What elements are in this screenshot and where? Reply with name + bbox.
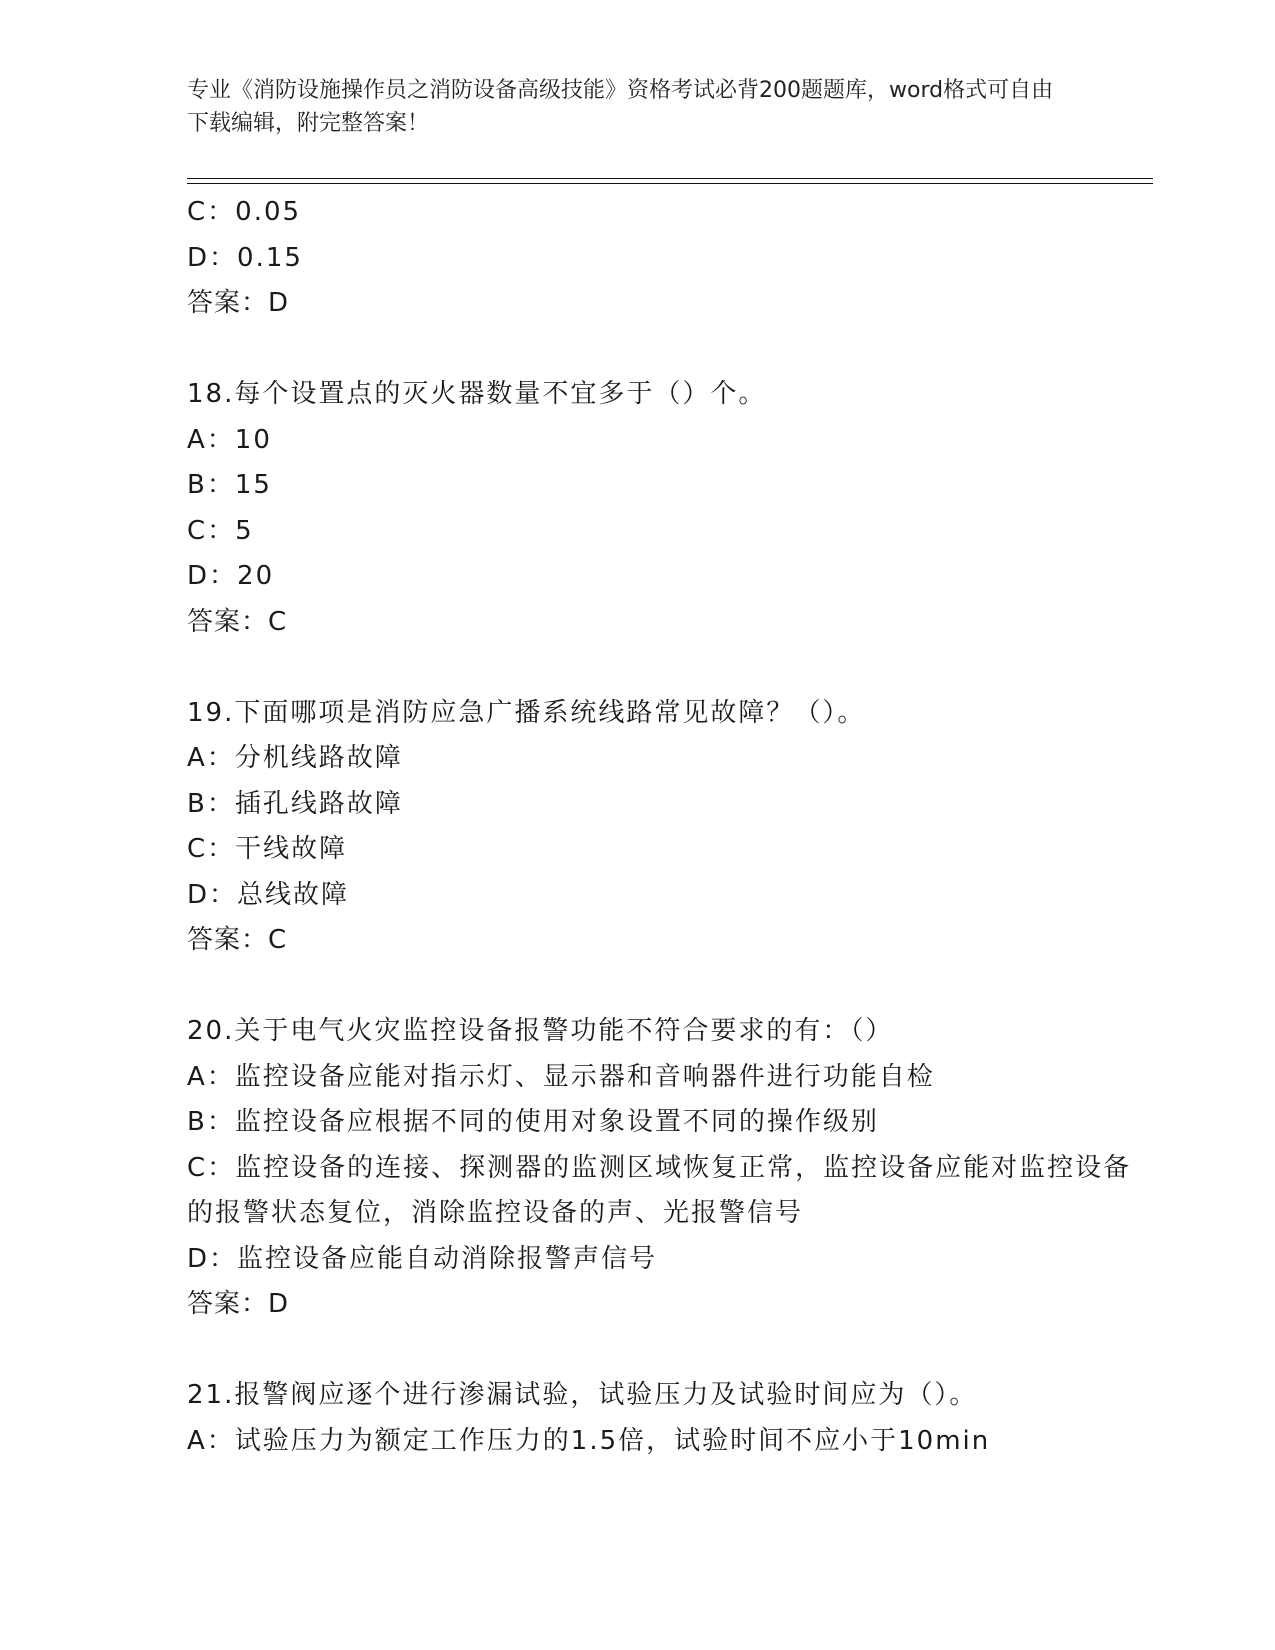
question-stem: 20.关于电气火灾监控设备报警功能不符合要求的有：（） — [187, 1016, 894, 1046]
option-c: C：干线故障 — [187, 834, 348, 864]
option-a: A：试验压力为额定工作压力的1.5倍，试验时间不应小于10min — [187, 1425, 991, 1456]
option-d: D：0.15 — [187, 242, 303, 273]
question-content — [187, 190, 1137, 1464]
answer: 答案：C — [187, 925, 288, 955]
option-d: D：20 — [187, 561, 275, 591]
option-b: B：插孔线路故障 — [187, 788, 403, 819]
spacer — [187, 327, 1137, 373]
answer: 答案：D — [187, 288, 290, 318]
header-text: 专业《消防设施操作员之消防设备高级技能》资格考试必背200题题库，word格式可自由下载编辑，附完整答案！ — [187, 78, 1054, 136]
option-b: B：监控设备应根据不同的使用对象设置不同的操作级别 — [187, 1107, 879, 1137]
option-c: C：5 — [187, 515, 254, 546]
header-rule-bottom — [187, 183, 1153, 184]
question-20 — [187, 1009, 1137, 1328]
question-19 — [187, 691, 1137, 964]
option-c: C：0.05 — [187, 197, 302, 227]
option-a: A：监控设备应能对指示灯、显示器和音响器件进行功能自检 — [187, 1061, 935, 1092]
option-d: D：总线故障 — [187, 879, 350, 910]
spacer — [187, 645, 1137, 691]
header-rule-top — [187, 178, 1153, 179]
option-a: A：10 — [187, 424, 272, 455]
option-d: D：监控设备应能自动消除报警声信号 — [187, 1243, 658, 1274]
question-18 — [187, 372, 1137, 645]
question-21 — [187, 1373, 1137, 1464]
answer: 答案：C — [187, 606, 288, 637]
question-stem: 19.下面哪项是消防应急广播系统线路常见故障？（）。 — [187, 697, 866, 728]
option-a: A：分机线路故障 — [187, 743, 403, 773]
question-stem: 18.每个设置点的灭火器数量不宜多于（）个。 — [187, 379, 767, 409]
document-header — [187, 74, 1067, 140]
spacer — [187, 1328, 1137, 1374]
option-c: C：监控设备的连接、探测器的监测区域恢复正常，监控设备应能对监控设备的报警状态复位，消除监控设备的声、光报警信号 — [187, 1152, 1132, 1228]
question-stem: 21.报警阀应逐个进行渗漏试验，试验压力及试验时间应为（）。 — [187, 1380, 978, 1410]
answer: 答案：D — [187, 1289, 290, 1319]
spacer — [187, 964, 1137, 1010]
option-b: B：15 — [187, 470, 272, 500]
